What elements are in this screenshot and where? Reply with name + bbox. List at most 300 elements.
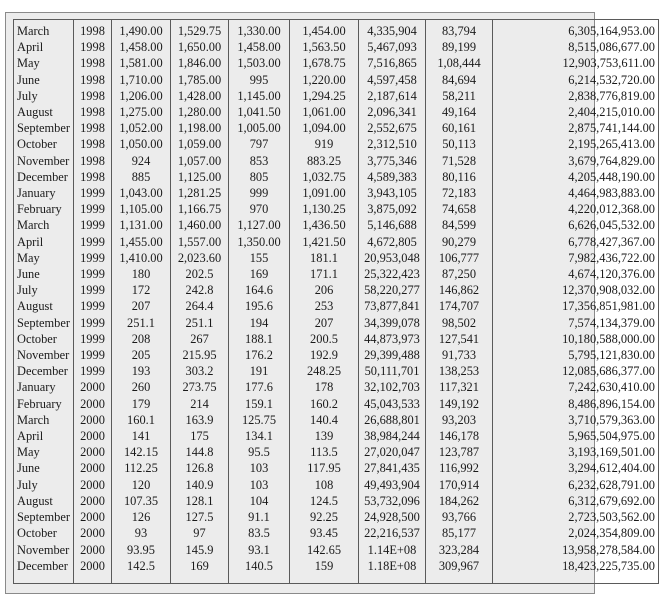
value-cell-3: 194 [229, 315, 290, 331]
month-cell: March [14, 217, 74, 233]
value-cell-1: 179 [112, 396, 171, 412]
table-row [14, 72, 659, 88]
year-cell: 2000 [74, 477, 112, 493]
value-cell-4: 192.9 [290, 347, 359, 363]
year-cell: 1999 [74, 185, 112, 201]
value-cell-3: 155 [229, 250, 290, 266]
year-cell: 1999 [74, 201, 112, 217]
value-cell-1: 1,710.00 [112, 72, 171, 88]
value-cell-7: 3,193,169,501.00 [493, 444, 659, 460]
value-cell-2: 1,166.75 [171, 201, 229, 217]
table-row [14, 104, 659, 120]
value-cell-1: 107.35 [112, 493, 171, 509]
value-cell-5: 2,552,675 [359, 120, 426, 136]
table-row [14, 217, 659, 233]
value-cell-1: 93 [112, 525, 171, 541]
value-cell-5: 5,146,688 [359, 217, 426, 233]
value-cell-1: 1,131.00 [112, 217, 171, 233]
value-cell-6: 93,766 [426, 509, 493, 525]
month-cell: February [14, 396, 74, 412]
value-cell-2: 128.1 [171, 493, 229, 509]
table-row [14, 347, 659, 363]
month-cell: June [14, 460, 74, 476]
value-cell-5: 20,953,048 [359, 250, 426, 266]
value-cell-3: 103 [229, 460, 290, 476]
year-cell: 2000 [74, 460, 112, 476]
month-cell: July [14, 282, 74, 298]
table-row [14, 460, 659, 476]
value-cell-2: 175 [171, 428, 229, 444]
month-cell: June [14, 72, 74, 88]
value-cell-3: 164.6 [229, 282, 290, 298]
value-cell-4: 140.4 [290, 412, 359, 428]
value-cell-5: 22,216,537 [359, 525, 426, 541]
value-cell-7: 8,515,086,677.00 [493, 39, 659, 55]
value-cell-3: 93.1 [229, 542, 290, 558]
table-row [14, 444, 659, 460]
value-cell-4: 248.25 [290, 363, 359, 379]
value-cell-1: 193 [112, 363, 171, 379]
value-cell-5: 2,187,614 [359, 88, 426, 104]
value-cell-3: 159.1 [229, 396, 290, 412]
value-cell-2: 303.2 [171, 363, 229, 379]
year-cell: 2000 [74, 379, 112, 395]
value-cell-7: 12,903,753,611.00 [493, 55, 659, 71]
value-cell-2: 1,280.00 [171, 104, 229, 120]
value-cell-2: 242.8 [171, 282, 229, 298]
value-cell-2: 273.75 [171, 379, 229, 395]
value-cell-5: 3,875,092 [359, 201, 426, 217]
value-cell-2: 267 [171, 331, 229, 347]
value-cell-6: 170,914 [426, 477, 493, 493]
month-cell: February [14, 201, 74, 217]
value-cell-2: 1,428.00 [171, 88, 229, 104]
value-cell-1: 1,410.00 [112, 250, 171, 266]
value-cell-7: 5,795,121,830.00 [493, 347, 659, 363]
value-cell-3: 188.1 [229, 331, 290, 347]
value-cell-6: 174,707 [426, 298, 493, 314]
value-cell-5: 4,335,904 [359, 20, 426, 40]
value-cell-4: 1,436.50 [290, 217, 359, 233]
value-cell-5: 27,020,047 [359, 444, 426, 460]
month-cell: August [14, 493, 74, 509]
table-row [14, 331, 659, 347]
year-cell: 2000 [74, 509, 112, 525]
value-cell-5: 44,873,973 [359, 331, 426, 347]
table-row [14, 298, 659, 314]
table-row [14, 153, 659, 169]
value-cell-4: 117.95 [290, 460, 359, 476]
value-cell-1: 1,206.00 [112, 88, 171, 104]
value-cell-1: 207 [112, 298, 171, 314]
value-cell-5: 2,096,341 [359, 104, 426, 120]
value-cell-4: 181.1 [290, 250, 359, 266]
value-cell-3: 1,330.00 [229, 20, 290, 40]
table-row [14, 525, 659, 541]
value-cell-2: 126.8 [171, 460, 229, 476]
value-cell-5: 2,312,510 [359, 136, 426, 152]
value-cell-5: 1.14E+08 [359, 542, 426, 558]
value-cell-4: 1,294.25 [290, 88, 359, 104]
month-cell: August [14, 104, 74, 120]
year-cell: 1999 [74, 331, 112, 347]
value-cell-1: 1,275.00 [112, 104, 171, 120]
year-cell: 1999 [74, 282, 112, 298]
value-cell-3: 83.5 [229, 525, 290, 541]
month-cell: December [14, 363, 74, 379]
table-row [14, 136, 659, 152]
year-cell: 2000 [74, 493, 112, 509]
value-cell-1: 1,581.00 [112, 55, 171, 71]
year-cell: 2000 [74, 444, 112, 460]
value-cell-7: 8,486,896,154.00 [493, 396, 659, 412]
value-cell-6: 98,502 [426, 315, 493, 331]
value-cell-1: 1,050.00 [112, 136, 171, 152]
value-cell-3: 103 [229, 477, 290, 493]
value-cell-6: 89,199 [426, 39, 493, 55]
value-cell-2: 1,650.00 [171, 39, 229, 55]
monthly-data-table [13, 19, 659, 584]
value-cell-4: 108 [290, 477, 359, 493]
value-cell-1: 251.1 [112, 315, 171, 331]
value-cell-2: 251.1 [171, 315, 229, 331]
value-cell-7: 2,195,265,413.00 [493, 136, 659, 152]
table-row [14, 266, 659, 282]
value-cell-1: 205 [112, 347, 171, 363]
value-cell-7: 10,180,588,000.00 [493, 331, 659, 347]
value-cell-4: 1,032.75 [290, 169, 359, 185]
value-cell-3: 805 [229, 169, 290, 185]
value-cell-5: 32,102,703 [359, 379, 426, 395]
value-cell-4: 207 [290, 315, 359, 331]
table-row [14, 315, 659, 331]
value-cell-5: 38,984,244 [359, 428, 426, 444]
value-cell-2: 202.5 [171, 266, 229, 282]
value-cell-6: 1,08,444 [426, 55, 493, 71]
value-cell-1: 172 [112, 282, 171, 298]
value-cell-5: 24,928,500 [359, 509, 426, 525]
value-cell-3: 1,127.00 [229, 217, 290, 233]
value-cell-5: 27,841,435 [359, 460, 426, 476]
table-row [14, 39, 659, 55]
value-cell-2: 1,529.75 [171, 20, 229, 40]
year-cell: 1998 [74, 136, 112, 152]
value-cell-2: 97 [171, 525, 229, 541]
value-cell-1: 93.95 [112, 542, 171, 558]
value-cell-6: 138,253 [426, 363, 493, 379]
month-cell: November [14, 542, 74, 558]
value-cell-2: 1,557.00 [171, 234, 229, 250]
value-cell-4: 159 [290, 558, 359, 584]
month-cell: October [14, 525, 74, 541]
table-row [14, 169, 659, 185]
value-cell-6: 146,862 [426, 282, 493, 298]
table-row [14, 396, 659, 412]
value-cell-4: 1,421.50 [290, 234, 359, 250]
value-cell-1: 924 [112, 153, 171, 169]
value-cell-1: 112.25 [112, 460, 171, 476]
value-cell-6: 146,178 [426, 428, 493, 444]
value-cell-6: 87,250 [426, 266, 493, 282]
year-cell: 2000 [74, 412, 112, 428]
table-row [14, 120, 659, 136]
value-cell-7: 4,205,448,190.00 [493, 169, 659, 185]
value-cell-4: 1,130.25 [290, 201, 359, 217]
value-cell-2: 214 [171, 396, 229, 412]
value-cell-6: 80,116 [426, 169, 493, 185]
value-cell-4: 1,091.00 [290, 185, 359, 201]
value-cell-7: 2,875,741,144.00 [493, 120, 659, 136]
value-cell-4: 160.2 [290, 396, 359, 412]
value-cell-7: 2,723,503,562.00 [493, 509, 659, 525]
value-cell-3: 853 [229, 153, 290, 169]
value-cell-6: 84,599 [426, 217, 493, 233]
year-cell: 1998 [74, 20, 112, 40]
value-cell-5: 26,688,801 [359, 412, 426, 428]
value-cell-3: 995 [229, 72, 290, 88]
value-cell-5: 1.18E+08 [359, 558, 426, 584]
month-cell: September [14, 509, 74, 525]
year-cell: 1999 [74, 363, 112, 379]
month-cell: August [14, 298, 74, 314]
value-cell-6: 117,321 [426, 379, 493, 395]
month-cell: June [14, 266, 74, 282]
value-cell-2: 1,785.00 [171, 72, 229, 88]
month-cell: December [14, 169, 74, 185]
value-cell-4: 1,454.00 [290, 20, 359, 40]
value-cell-1: 180 [112, 266, 171, 282]
value-cell-1: 120 [112, 477, 171, 493]
value-cell-6: 91,733 [426, 347, 493, 363]
month-cell: May [14, 444, 74, 460]
value-cell-1: 885 [112, 169, 171, 185]
value-cell-2: 163.9 [171, 412, 229, 428]
month-cell: September [14, 315, 74, 331]
value-cell-6: 323,284 [426, 542, 493, 558]
value-cell-6: 106,777 [426, 250, 493, 266]
value-cell-4: 253 [290, 298, 359, 314]
value-cell-6: 72,183 [426, 185, 493, 201]
value-cell-3: 140.5 [229, 558, 290, 584]
value-cell-1: 1,458.00 [112, 39, 171, 55]
table-row [14, 379, 659, 395]
value-cell-4: 142.65 [290, 542, 359, 558]
month-cell: April [14, 39, 74, 55]
year-cell: 2000 [74, 428, 112, 444]
value-cell-1: 208 [112, 331, 171, 347]
value-cell-7: 12,085,686,377.00 [493, 363, 659, 379]
value-cell-2: 264.4 [171, 298, 229, 314]
year-cell: 2000 [74, 396, 112, 412]
value-cell-3: 797 [229, 136, 290, 152]
value-cell-5: 5,467,093 [359, 39, 426, 55]
value-cell-4: 1,563.50 [290, 39, 359, 55]
value-cell-7: 2,838,776,819.00 [493, 88, 659, 104]
value-cell-6: 90,279 [426, 234, 493, 250]
value-cell-1: 160.1 [112, 412, 171, 428]
value-cell-7: 6,626,045,532.00 [493, 217, 659, 233]
value-cell-4: 92.25 [290, 509, 359, 525]
value-cell-3: 1,503.00 [229, 55, 290, 71]
value-cell-7: 12,370,908,032.00 [493, 282, 659, 298]
table-row [14, 542, 659, 558]
table-row [14, 428, 659, 444]
value-cell-3: 191 [229, 363, 290, 379]
value-cell-5: 45,043,533 [359, 396, 426, 412]
value-cell-2: 2,023.60 [171, 250, 229, 266]
value-cell-1: 1,455.00 [112, 234, 171, 250]
value-cell-6: 60,161 [426, 120, 493, 136]
value-cell-4: 178 [290, 379, 359, 395]
value-cell-6: 309,967 [426, 558, 493, 584]
month-cell: March [14, 412, 74, 428]
value-cell-3: 195.6 [229, 298, 290, 314]
value-cell-3: 134.1 [229, 428, 290, 444]
year-cell: 1999 [74, 217, 112, 233]
value-cell-4: 113.5 [290, 444, 359, 460]
value-cell-3: 177.6 [229, 379, 290, 395]
value-cell-6: 50,113 [426, 136, 493, 152]
value-cell-5: 29,399,488 [359, 347, 426, 363]
value-cell-7: 17,356,851,981.00 [493, 298, 659, 314]
value-cell-5: 73,877,841 [359, 298, 426, 314]
value-cell-6: 83,794 [426, 20, 493, 40]
value-cell-7: 4,674,120,376.00 [493, 266, 659, 282]
value-cell-6: 71,528 [426, 153, 493, 169]
value-cell-7: 2,404,215,010.00 [493, 104, 659, 120]
value-cell-4: 1,220.00 [290, 72, 359, 88]
month-cell: November [14, 347, 74, 363]
value-cell-2: 1,125.00 [171, 169, 229, 185]
value-cell-1: 1,105.00 [112, 201, 171, 217]
value-cell-7: 3,710,579,363.00 [493, 412, 659, 428]
year-cell: 1998 [74, 72, 112, 88]
value-cell-4: 206 [290, 282, 359, 298]
month-cell: March [14, 20, 74, 40]
value-cell-1: 126 [112, 509, 171, 525]
table-row [14, 412, 659, 428]
value-cell-4: 1,061.00 [290, 104, 359, 120]
value-cell-4: 139 [290, 428, 359, 444]
value-cell-4: 1,678.75 [290, 55, 359, 71]
value-cell-3: 1,005.00 [229, 120, 290, 136]
value-cell-6: 74,658 [426, 201, 493, 217]
table-row [14, 509, 659, 525]
month-cell: May [14, 250, 74, 266]
value-cell-4: 93.45 [290, 525, 359, 541]
value-cell-1: 1,043.00 [112, 185, 171, 201]
value-cell-3: 1,145.00 [229, 88, 290, 104]
value-cell-7: 2,024,354,809.00 [493, 525, 659, 541]
value-cell-6: 84,694 [426, 72, 493, 88]
year-cell: 1998 [74, 55, 112, 71]
value-cell-3: 95.5 [229, 444, 290, 460]
value-cell-6: 184,262 [426, 493, 493, 509]
value-cell-7: 4,220,012,368.00 [493, 201, 659, 217]
table-row [14, 477, 659, 493]
table-row [14, 234, 659, 250]
value-cell-5: 7,516,865 [359, 55, 426, 71]
value-cell-5: 4,597,458 [359, 72, 426, 88]
value-cell-1: 142.15 [112, 444, 171, 460]
value-cell-3: 1,350.00 [229, 234, 290, 250]
value-cell-1: 260 [112, 379, 171, 395]
value-cell-3: 999 [229, 185, 290, 201]
table-row [14, 558, 659, 584]
value-cell-4: 124.5 [290, 493, 359, 509]
value-cell-3: 176.2 [229, 347, 290, 363]
value-cell-2: 1,846.00 [171, 55, 229, 71]
month-cell: July [14, 477, 74, 493]
value-cell-3: 1,041.50 [229, 104, 290, 120]
value-cell-7: 3,679,764,829.00 [493, 153, 659, 169]
value-cell-5: 58,220,277 [359, 282, 426, 298]
value-cell-7: 6,778,427,367.00 [493, 234, 659, 250]
value-cell-2: 145.9 [171, 542, 229, 558]
value-cell-5: 3,943,105 [359, 185, 426, 201]
year-cell: 2000 [74, 542, 112, 558]
year-cell: 1998 [74, 88, 112, 104]
value-cell-2: 140.9 [171, 477, 229, 493]
value-cell-5: 3,775,346 [359, 153, 426, 169]
value-cell-2: 1,198.00 [171, 120, 229, 136]
table-row [14, 250, 659, 266]
month-cell: January [14, 185, 74, 201]
value-cell-6: 123,787 [426, 444, 493, 460]
year-cell: 1999 [74, 266, 112, 282]
value-cell-7: 3,294,612,404.00 [493, 460, 659, 476]
value-cell-6: 149,192 [426, 396, 493, 412]
value-cell-2: 1,281.25 [171, 185, 229, 201]
month-cell: November [14, 153, 74, 169]
value-cell-7: 6,214,532,720.00 [493, 72, 659, 88]
table-body [14, 20, 659, 584]
value-cell-7: 7,242,630,410.00 [493, 379, 659, 395]
value-cell-3: 970 [229, 201, 290, 217]
value-cell-1: 142.5 [112, 558, 171, 584]
value-cell-2: 1,057.00 [171, 153, 229, 169]
value-cell-2: 215.95 [171, 347, 229, 363]
value-cell-5: 49,493,904 [359, 477, 426, 493]
month-cell: July [14, 88, 74, 104]
month-cell: May [14, 55, 74, 71]
year-cell: 1999 [74, 298, 112, 314]
table-row [14, 493, 659, 509]
value-cell-7: 18,423,225,735.00 [493, 558, 659, 584]
table-row [14, 282, 659, 298]
value-cell-2: 169 [171, 558, 229, 584]
month-cell: April [14, 234, 74, 250]
year-cell: 1999 [74, 315, 112, 331]
value-cell-2: 1,059.00 [171, 136, 229, 152]
value-cell-4: 171.1 [290, 266, 359, 282]
table-row [14, 20, 659, 40]
month-cell: October [14, 136, 74, 152]
value-cell-7: 6,305,164,953.00 [493, 20, 659, 40]
value-cell-7: 7,982,436,722.00 [493, 250, 659, 266]
value-cell-5: 4,672,805 [359, 234, 426, 250]
value-cell-6: 127,541 [426, 331, 493, 347]
value-cell-3: 169 [229, 266, 290, 282]
value-cell-7: 4,464,983,883.00 [493, 185, 659, 201]
table-row [14, 363, 659, 379]
value-cell-2: 127.5 [171, 509, 229, 525]
year-cell: 1998 [74, 169, 112, 185]
value-cell-3: 1,458.00 [229, 39, 290, 55]
value-cell-6: 93,203 [426, 412, 493, 428]
value-cell-6: 49,164 [426, 104, 493, 120]
year-cell: 1999 [74, 250, 112, 266]
